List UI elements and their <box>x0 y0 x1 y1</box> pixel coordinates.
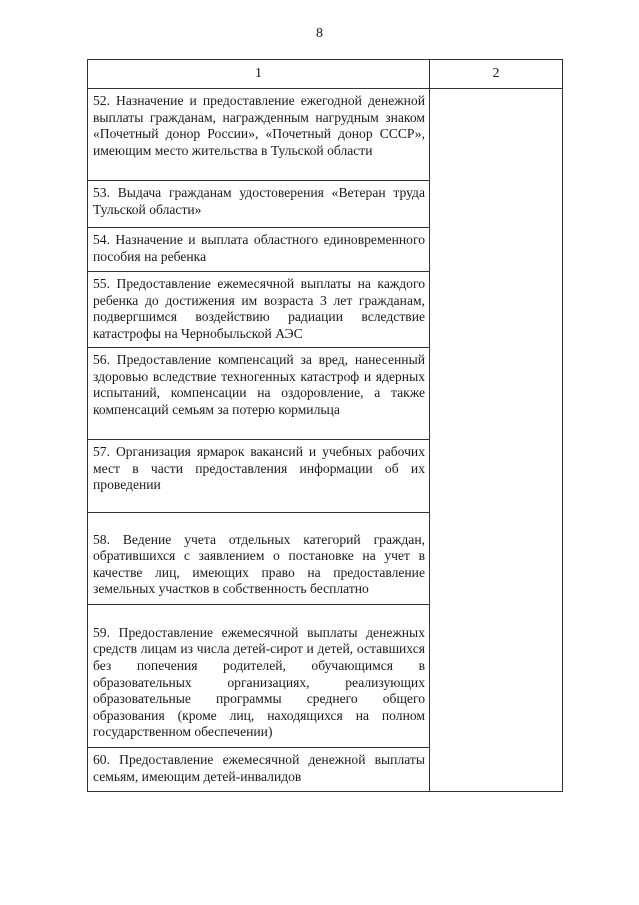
row-value-cell <box>430 272 563 348</box>
table-row <box>88 89 563 181</box>
row-text-cell <box>88 228 430 272</box>
row-text-cell <box>88 348 430 440</box>
table-row <box>88 605 563 748</box>
row-value-cell <box>430 513 563 605</box>
row-value-cell <box>430 89 563 181</box>
row-text-cell <box>88 272 430 348</box>
page-number: 8 <box>316 26 323 41</box>
row-text-cell <box>88 181 430 228</box>
column-header-2: 2 <box>430 60 563 89</box>
table-row <box>88 181 563 228</box>
service-item-52: 52. Назначение и предоставление ежегодной денежной выплаты гражданам, награжденным нагрудным знаком «Почетный донор России», «Почетный донор СССР», имеющим место жительства в Тульской области <box>93 93 425 158</box>
service-item-54: 54. Назначение и выплата областного единовременного пособия на ребенка <box>93 232 425 264</box>
row-value-cell <box>430 748 563 792</box>
table-header-row <box>88 60 563 89</box>
service-item-56: 56. Предоставление компенсаций за вред, нанесенный здоровью вследствие техногенных катастроф и ядерных испытаний, компенсации на оздоровление, а также компенсаций семьям за потерю кормильца <box>93 352 425 417</box>
row-value-cell <box>430 228 563 272</box>
table-row <box>88 228 563 272</box>
service-item-59: 59. Предоставление ежемесячной выплаты денежных средств лицам из числа детей-сирот и детей, оставшихся без попечения родителей, обучающимся в образовательных организациях, реализующих образовательные программы среднего общего образования (кроме лиц, находящихся на полном государственном обеспечении) <box>93 624 425 740</box>
row-text-cell <box>88 513 430 605</box>
table-row <box>88 440 563 513</box>
row-value-cell <box>430 605 563 748</box>
service-item-58: 58. Ведение учета отдельных категорий граждан, обратившихся с заявлением о постановке на учет в качестве лиц, имеющих право на предоставление земельных участков в собственность бесплатно <box>93 531 425 597</box>
services-table <box>87 59 563 792</box>
table-row <box>88 748 563 792</box>
row-value-cell <box>430 348 563 440</box>
row-value-cell <box>430 440 563 513</box>
service-item-57: 57. Организация ярмарок вакансий и учебных рабочих мест в части предоставления информации об их проведении <box>93 444 425 493</box>
column-header-1: 1 <box>88 60 430 89</box>
row-text-cell <box>88 440 430 513</box>
table-row <box>88 348 563 440</box>
row-text-cell <box>88 748 430 792</box>
row-text-cell <box>88 605 430 748</box>
service-item-60: 60. Предоставление ежемесячной денежной выплаты семьям, имеющим детей-инвалидов <box>93 752 425 784</box>
row-value-cell <box>430 181 563 228</box>
table-row <box>88 272 563 348</box>
service-item-53: 53. Выдача гражданам удостоверения «Ветеран труда Тульской области» <box>93 185 425 217</box>
table-row <box>88 513 563 605</box>
service-item-55: 55. Предоставление ежемесячной выплаты на каждого ребенка до достижения им возраста 3 лет гражданам, подвергшимся воздействию радиации вследствие катастрофы на Чернобыльской АЭС <box>93 276 425 341</box>
row-text-cell <box>88 89 430 181</box>
